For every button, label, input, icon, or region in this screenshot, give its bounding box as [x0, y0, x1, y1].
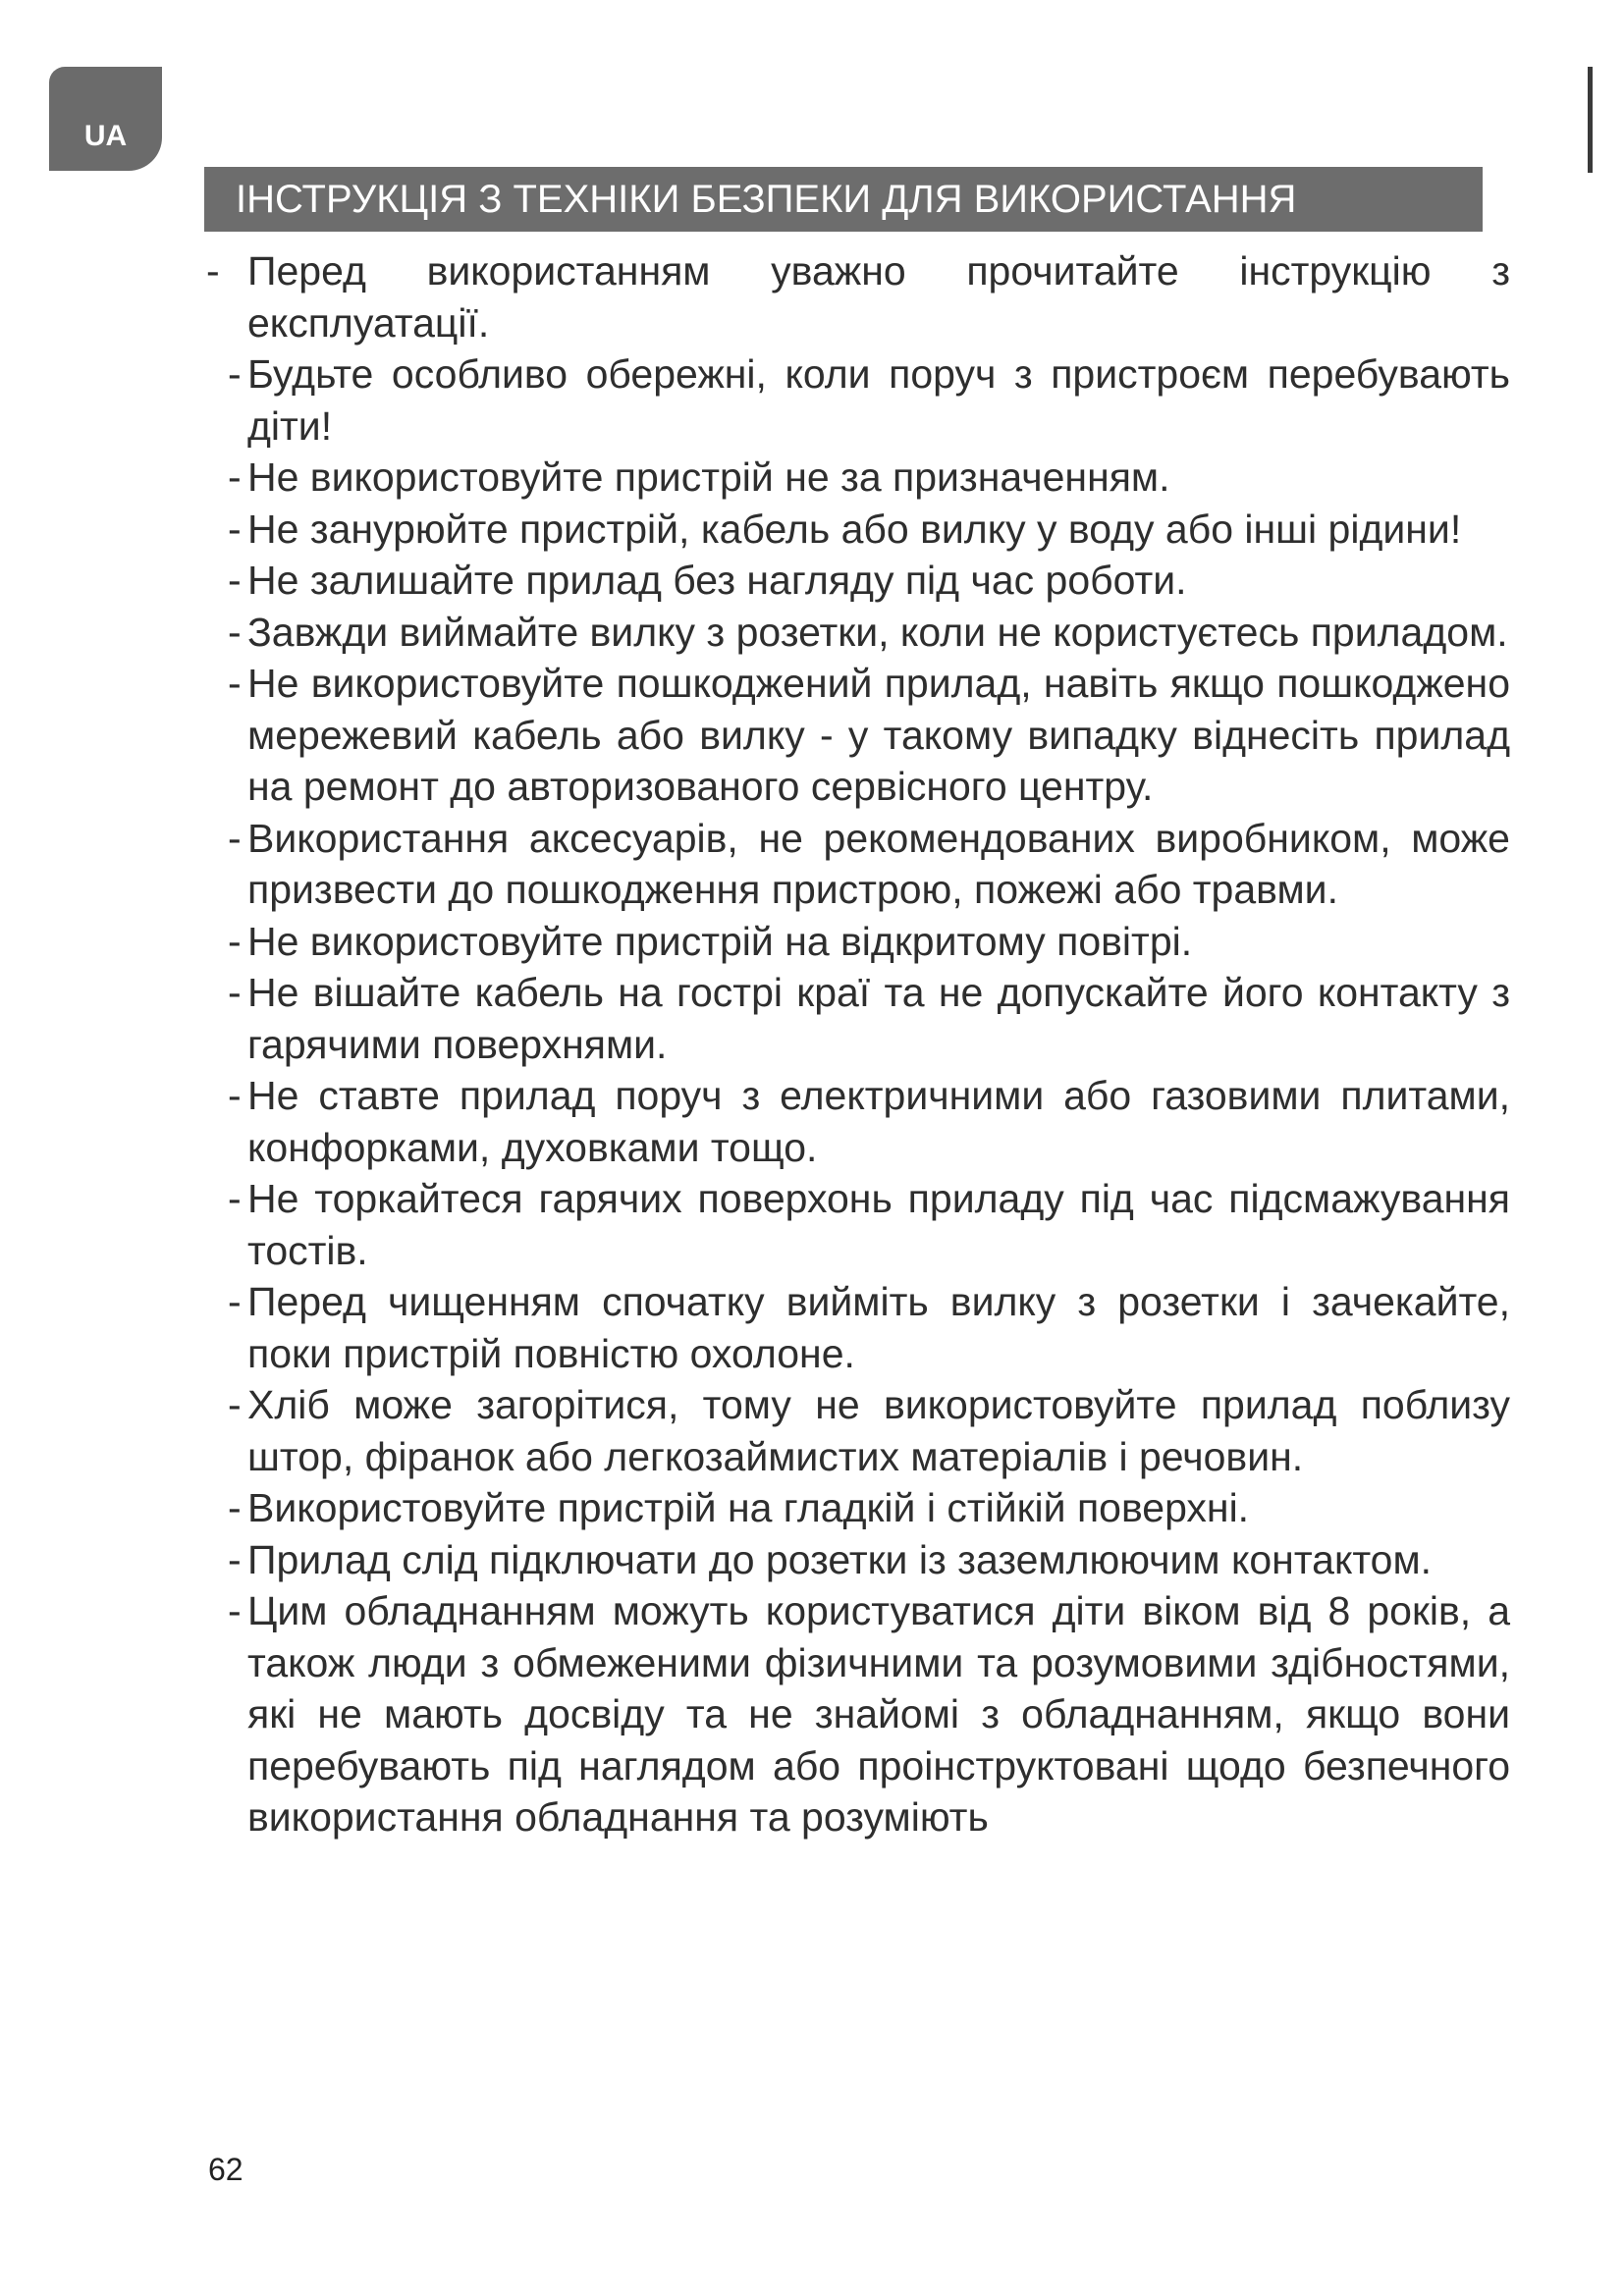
bullet-dash: - [228, 1176, 242, 1221]
bullet-dash: - [228, 1485, 242, 1530]
list-item-text: Не торкайтеся гарячих поверхонь приладу під час підсмажування тостів. [247, 1176, 1510, 1273]
bullet-dash: - [228, 1382, 242, 1427]
bullet-dash: - [228, 1279, 242, 1324]
list-item-text: Не ставте прилад поруч з електричними або газовими плитами, конфорками, духовками тощо. [247, 1073, 1510, 1170]
list-item-text: Використання аксесуарів, не рекомендованих виробником, може призвести до пошкодження пристрою, пожежі або травми. [247, 815, 1510, 912]
list-item-text: Перед чищенням спочатку вийміть вилку з розетки і зачекайте, поки пристрій повністю охолоне. [247, 1279, 1510, 1376]
list-item-text: Хліб може загорітися, тому не використовуйте прилад поблизу штор, фіранок або легкозаймистих матеріалів і речовин. [247, 1382, 1510, 1479]
bullet-dash: - [228, 1536, 242, 1582]
bullet-dash: - [228, 558, 242, 603]
list-item-text: Не залишайте прилад без нагляду під час роботи. [247, 558, 1187, 603]
list-item [204, 555, 1510, 607]
list-item-text: Використовуйте пристрій на гладкій і стійкій поверхні. [247, 1485, 1250, 1530]
list-item [204, 1173, 1510, 1276]
list-item [204, 1585, 1510, 1843]
list-item [204, 1070, 1510, 1173]
list-item [204, 504, 1510, 556]
safety-instructions-list [204, 245, 1510, 1843]
list-item [204, 813, 1510, 916]
bullet-dash: - [228, 351, 242, 397]
bullet-dash: - [228, 609, 242, 655]
bullet-dash: - [206, 248, 220, 294]
bullet-dash: - [228, 815, 242, 861]
list-item [204, 245, 1510, 348]
list-item [204, 1534, 1510, 1586]
page-number: 62 [208, 2152, 244, 2187]
list-item-text: Перед використанням уважно прочитайте інструкцію з експлуатації. [247, 248, 1510, 346]
section-title: ІНСТРУКЦІЯ З ТЕХНІКИ БЕЗПЕКИ ДЛЯ ВИКОРИСТАННЯ [204, 167, 1483, 232]
bullet-dash: - [228, 1588, 242, 1633]
list-item-text: Цим обладнанням можуть користуватися діти віком від 8 років, а також люди з обмеженими фізичними та розумовими здібностями, які не мають досвіду та не знайомі з обладнанням, якщо вони перебувають під наглядом або проінструктовані щодо безпечного використання обладнання та розуміють [247, 1588, 1510, 1840]
list-item-text: Не занурюйте пристрій, кабель або вилку у воду або інші рідини! [247, 506, 1462, 552]
list-item-text: Завжди виймайте вилку з розетки, коли не користуєтесь приладом. [247, 609, 1508, 655]
bullet-dash: - [228, 454, 242, 500]
list-item [204, 967, 1510, 1070]
list-item-text: Будьте особливо обережні, коли поруч з пристроєм перебувають діти! [247, 351, 1510, 449]
list-item-text: Прилад слід підключати до розетки із заземлюючим контактом. [247, 1536, 1433, 1582]
list-item [204, 1482, 1510, 1534]
bullet-dash: - [228, 1073, 242, 1118]
list-item-text: Не використовуйте пошкоджений прилад, навіть якщо пошкоджено мережевий кабель або вилку - у такому випадку віднесіть прилад на ремонт до авторизованого сервісного центру. [247, 661, 1510, 809]
list-item-text: Не вішайте кабель на гострі краї та не допускайте його контакту з гарячими поверхнями. [247, 970, 1510, 1067]
list-item [204, 348, 1510, 452]
list-item [204, 607, 1510, 659]
list-item [204, 916, 1510, 968]
list-item [204, 658, 1510, 813]
language-tab: UA [49, 67, 162, 171]
list-item [204, 1276, 1510, 1379]
list-item-text: Не використовуйте пристрій на відкритому повітрі. [247, 918, 1193, 964]
list-item [204, 1379, 1510, 1482]
bullet-dash: - [228, 970, 242, 1015]
list-item [204, 452, 1510, 504]
bullet-dash: - [228, 918, 242, 964]
page-edge-marker [1588, 67, 1593, 173]
bullet-dash: - [228, 506, 242, 552]
bullet-dash: - [228, 661, 242, 706]
list-item-text: Не використовуйте пристрій не за призначенням. [247, 454, 1170, 500]
